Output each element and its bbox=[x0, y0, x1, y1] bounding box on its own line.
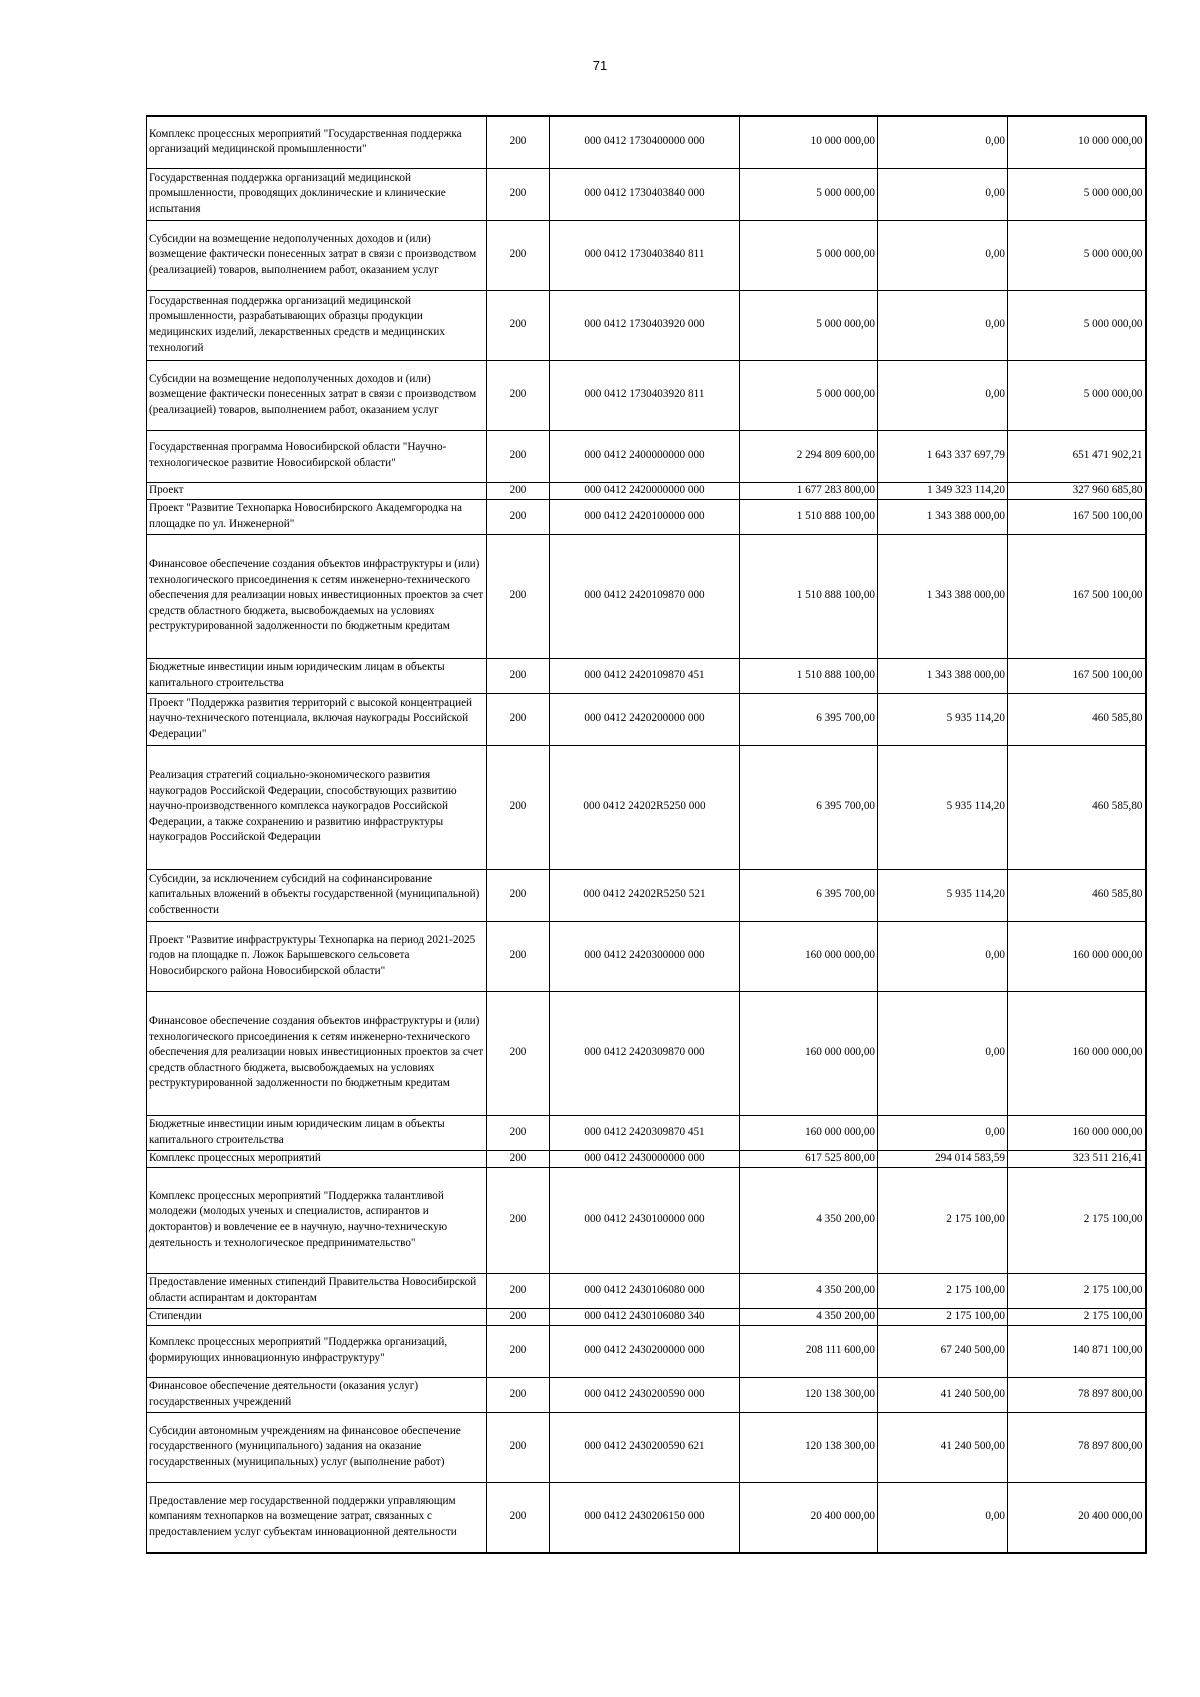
admin-code-cell: 200 bbox=[487, 534, 550, 658]
unexecuted-amount-cell: 327 960 685,80 bbox=[1008, 482, 1146, 499]
executed-amount-cell: 0,00 bbox=[878, 360, 1008, 430]
expense-name-cell: Государственная поддержка организаций медицинской промышленности, проводящих доклинические и клинические испытания bbox=[147, 168, 487, 220]
classification-code-cell: 000 0412 2430106080 000 bbox=[550, 1273, 740, 1308]
expense-name-cell: Проект "Поддержка развития территорий с высокой концентрацией научно-технического потенциала, включая наукограды Российской Федерации" bbox=[147, 693, 487, 745]
approved-amount-cell: 4 350 200,00 bbox=[740, 1273, 878, 1308]
executed-amount-cell: 0,00 bbox=[878, 220, 1008, 290]
approved-amount-cell: 5 000 000,00 bbox=[740, 290, 878, 360]
unexecuted-amount-cell: 2 175 100,00 bbox=[1008, 1308, 1146, 1325]
unexecuted-amount-cell: 460 585,80 bbox=[1008, 693, 1146, 745]
expense-name-cell: Предоставление мер государственной поддержки управляющим компаниям технопарков на возмещение затрат, связанных с предоставлением услуг субъектам инновационной деятельности bbox=[147, 1482, 487, 1553]
classification-code-cell: 000 0412 2420100000 000 bbox=[550, 499, 740, 534]
table-row bbox=[147, 1167, 1146, 1273]
approved-amount-cell: 6 395 700,00 bbox=[740, 693, 878, 745]
unexecuted-amount-cell: 78 897 800,00 bbox=[1008, 1377, 1146, 1412]
classification-code-cell: 000 0412 2420300000 000 bbox=[550, 921, 740, 991]
executed-amount-cell: 41 240 500,00 bbox=[878, 1412, 1008, 1482]
admin-code-cell: 200 bbox=[487, 1482, 550, 1553]
executed-amount-cell: 2 175 100,00 bbox=[878, 1308, 1008, 1325]
table-row bbox=[147, 534, 1146, 658]
classification-code-cell: 000 0412 2420309870 000 bbox=[550, 991, 740, 1115]
classification-code-cell: 000 0412 24202R5250 000 bbox=[550, 745, 740, 869]
unexecuted-amount-cell: 78 897 800,00 bbox=[1008, 1412, 1146, 1482]
executed-amount-cell: 1 343 388 000,00 bbox=[878, 499, 1008, 534]
unexecuted-amount-cell: 460 585,80 bbox=[1008, 869, 1146, 921]
table-row bbox=[147, 1115, 1146, 1150]
table-row bbox=[147, 1377, 1146, 1412]
classification-code-cell: 000 0412 1730403920 000 bbox=[550, 290, 740, 360]
unexecuted-amount-cell: 140 871 100,00 bbox=[1008, 1325, 1146, 1377]
expense-name-cell: Государственная программа Новосибирской области "Научно-технологическое развитие Новосибирской области" bbox=[147, 430, 487, 482]
page-number: 71 bbox=[592, 58, 608, 73]
executed-amount-cell: 0,00 bbox=[878, 116, 1008, 168]
approved-amount-cell: 2 294 809 600,00 bbox=[740, 430, 878, 482]
table-row bbox=[147, 1308, 1146, 1325]
executed-amount-cell: 1 343 388 000,00 bbox=[878, 658, 1008, 693]
unexecuted-amount-cell: 323 511 216,41 bbox=[1008, 1150, 1146, 1167]
unexecuted-amount-cell: 10 000 000,00 bbox=[1008, 116, 1146, 168]
unexecuted-amount-cell: 5 000 000,00 bbox=[1008, 360, 1146, 430]
admin-code-cell: 200 bbox=[487, 430, 550, 482]
admin-code-cell: 200 bbox=[487, 1325, 550, 1377]
approved-amount-cell: 617 525 800,00 bbox=[740, 1150, 878, 1167]
table-row bbox=[147, 116, 1146, 168]
executed-amount-cell: 2 175 100,00 bbox=[878, 1273, 1008, 1308]
table-row bbox=[147, 482, 1146, 499]
classification-code-cell: 000 0412 2430106080 340 bbox=[550, 1308, 740, 1325]
expense-name-cell: Субсидии на возмещение недополученных доходов и (или) возмещение фактически понесенных затрат в связи с производством (реализацией) товаров, выполнением работ, оказанием услуг bbox=[147, 220, 487, 290]
approved-amount-cell: 120 138 300,00 bbox=[740, 1377, 878, 1412]
expense-name-cell: Финансовое обеспечение создания объектов инфраструктуры и (или) технологического присоединения к сетям инженерно-технического обеспечения для реализации новых инвестиционных проектов за счет средств областного бюджета, высвобождаемых на условиях реструктурированной задолженности по бюджетным кредитам bbox=[147, 534, 487, 658]
executed-amount-cell: 41 240 500,00 bbox=[878, 1377, 1008, 1412]
executed-amount-cell: 1 349 323 114,20 bbox=[878, 482, 1008, 499]
admin-code-cell: 200 bbox=[487, 290, 550, 360]
table-row bbox=[147, 1273, 1146, 1308]
classification-code-cell: 000 0412 2420309870 451 bbox=[550, 1115, 740, 1150]
table-row bbox=[147, 220, 1146, 290]
expense-name-cell: Бюджетные инвестиции иным юридическим лицам в объекты капитального строительства bbox=[147, 658, 487, 693]
table-row bbox=[147, 430, 1146, 482]
expense-name-cell: Проект "Развитие инфраструктуры Технопарка на период 2021-2025 годов на площадке п. Ложок Барышевского сельсовета Новосибирского района Новосибирской области" bbox=[147, 921, 487, 991]
table-row bbox=[147, 921, 1146, 991]
expense-name-cell: Финансовое обеспечение деятельности (оказания услуг) государственных учреждений bbox=[147, 1377, 487, 1412]
executed-amount-cell: 2 175 100,00 bbox=[878, 1167, 1008, 1273]
executed-amount-cell: 0,00 bbox=[878, 1482, 1008, 1553]
expense-name-cell: Субсидии автономным учреждениям на финансовое обеспечение государственного (муниципального) задания на оказание государственных (муниципальных) услуг (выполнение работ) bbox=[147, 1412, 487, 1482]
admin-code-cell: 200 bbox=[487, 693, 550, 745]
approved-amount-cell: 1 677 283 800,00 bbox=[740, 482, 878, 499]
approved-amount-cell: 10 000 000,00 bbox=[740, 116, 878, 168]
table-row bbox=[147, 693, 1146, 745]
approved-amount-cell: 160 000 000,00 bbox=[740, 1115, 878, 1150]
admin-code-cell: 200 bbox=[487, 745, 550, 869]
admin-code-cell: 200 bbox=[487, 921, 550, 991]
executed-amount-cell: 67 240 500,00 bbox=[878, 1325, 1008, 1377]
expense-name-cell: Предоставление именных стипендий Правительства Новосибирской области аспирантам и докторантам bbox=[147, 1273, 487, 1308]
approved-amount-cell: 1 510 888 100,00 bbox=[740, 534, 878, 658]
admin-code-cell: 200 bbox=[487, 220, 550, 290]
approved-amount-cell: 4 350 200,00 bbox=[740, 1167, 878, 1273]
table-row bbox=[147, 168, 1146, 220]
unexecuted-amount-cell: 5 000 000,00 bbox=[1008, 168, 1146, 220]
executed-amount-cell: 0,00 bbox=[878, 168, 1008, 220]
approved-amount-cell: 120 138 300,00 bbox=[740, 1412, 878, 1482]
approved-amount-cell: 5 000 000,00 bbox=[740, 220, 878, 290]
table-body bbox=[147, 116, 1146, 1553]
table-row bbox=[147, 360, 1146, 430]
expense-name-cell: Финансовое обеспечение создания объектов инфраструктуры и (или) технологического присоединения к сетям инженерно-технического обеспечения для реализации новых инвестиционных проектов за счет средств областного бюджета, высвобождаемых на условиях реструктурированной задолженности по бюджетным кредитам bbox=[147, 991, 487, 1115]
classification-code-cell: 000 0412 2430100000 000 bbox=[550, 1167, 740, 1273]
admin-code-cell: 200 bbox=[487, 1115, 550, 1150]
admin-code-cell: 200 bbox=[487, 499, 550, 534]
table-row bbox=[147, 745, 1146, 869]
classification-code-cell: 000 0412 2420200000 000 bbox=[550, 693, 740, 745]
executed-amount-cell: 5 935 114,20 bbox=[878, 869, 1008, 921]
unexecuted-amount-cell: 167 500 100,00 bbox=[1008, 534, 1146, 658]
budget-execution-table bbox=[146, 115, 1147, 1554]
table-row bbox=[147, 869, 1146, 921]
classification-code-cell: 000 0412 1730403920 811 bbox=[550, 360, 740, 430]
classification-code-cell: 000 0412 1730403840 811 bbox=[550, 220, 740, 290]
approved-amount-cell: 6 395 700,00 bbox=[740, 869, 878, 921]
admin-code-cell: 200 bbox=[487, 869, 550, 921]
approved-amount-cell: 5 000 000,00 bbox=[740, 360, 878, 430]
classification-code-cell: 000 0412 2430000000 000 bbox=[550, 1150, 740, 1167]
executed-amount-cell: 5 935 114,20 bbox=[878, 693, 1008, 745]
unexecuted-amount-cell: 5 000 000,00 bbox=[1008, 220, 1146, 290]
unexecuted-amount-cell: 651 471 902,21 bbox=[1008, 430, 1146, 482]
executed-amount-cell: 1 343 388 000,00 bbox=[878, 534, 1008, 658]
admin-code-cell: 200 bbox=[487, 360, 550, 430]
expense-name-cell: Реализация стратегий социально-экономического развития наукоградов Российской Федерации, способствующих развитию научно-производственного комплекса наукоградов Российской Федерации, а также сохранению и развитию инфраструктуры наукоградов Российской Федерации bbox=[147, 745, 487, 869]
admin-code-cell: 200 bbox=[487, 1273, 550, 1308]
expense-name-cell: Комплекс процессных мероприятий "Поддержка организаций, формирующих инновационную инфраструктуру" bbox=[147, 1325, 487, 1377]
executed-amount-cell: 0,00 bbox=[878, 921, 1008, 991]
executed-amount-cell: 1 643 337 697,79 bbox=[878, 430, 1008, 482]
unexecuted-amount-cell: 5 000 000,00 bbox=[1008, 290, 1146, 360]
admin-code-cell: 200 bbox=[487, 991, 550, 1115]
admin-code-cell: 200 bbox=[487, 658, 550, 693]
classification-code-cell: 000 0412 2420109870 451 bbox=[550, 658, 740, 693]
approved-amount-cell: 1 510 888 100,00 bbox=[740, 658, 878, 693]
admin-code-cell: 200 bbox=[487, 1308, 550, 1325]
admin-code-cell: 200 bbox=[487, 168, 550, 220]
executed-amount-cell: 5 935 114,20 bbox=[878, 745, 1008, 869]
expense-name-cell: Проект "Развитие Технопарка Новосибирского Академгородка на площадке по ул. Инженерной" bbox=[147, 499, 487, 534]
classification-code-cell: 000 0412 2420000000 000 bbox=[550, 482, 740, 499]
table-row bbox=[147, 1412, 1146, 1482]
approved-amount-cell: 6 395 700,00 bbox=[740, 745, 878, 869]
approved-amount-cell: 160 000 000,00 bbox=[740, 991, 878, 1115]
approved-amount-cell: 20 400 000,00 bbox=[740, 1482, 878, 1553]
classification-code-cell: 000 0412 2430200590 621 bbox=[550, 1412, 740, 1482]
executed-amount-cell: 294 014 583,59 bbox=[878, 1150, 1008, 1167]
table-row bbox=[147, 1482, 1146, 1553]
approved-amount-cell: 5 000 000,00 bbox=[740, 168, 878, 220]
classification-code-cell: 000 0412 2430200000 000 bbox=[550, 1325, 740, 1377]
unexecuted-amount-cell: 2 175 100,00 bbox=[1008, 1273, 1146, 1308]
executed-amount-cell: 0,00 bbox=[878, 1115, 1008, 1150]
unexecuted-amount-cell: 460 585,80 bbox=[1008, 745, 1146, 869]
unexecuted-amount-cell: 2 175 100,00 bbox=[1008, 1167, 1146, 1273]
expense-name-cell: Проект bbox=[147, 482, 487, 499]
expense-name-cell: Комплекс процессных мероприятий bbox=[147, 1150, 487, 1167]
executed-amount-cell: 0,00 bbox=[878, 290, 1008, 360]
classification-code-cell: 000 0412 2420109870 000 bbox=[550, 534, 740, 658]
unexecuted-amount-cell: 160 000 000,00 bbox=[1008, 991, 1146, 1115]
expense-name-cell: Стипендии bbox=[147, 1308, 487, 1325]
approved-amount-cell: 160 000 000,00 bbox=[740, 921, 878, 991]
expense-name-cell: Комплекс процессных мероприятий "Поддержка талантливой молодежи (молодых ученых и специалистов, аспирантов и докторантов) и вовлечение ее в научную, научно-техническую деятельность и технологическое предпринимательство" bbox=[147, 1167, 487, 1273]
classification-code-cell: 000 0412 24202R5250 521 bbox=[550, 869, 740, 921]
admin-code-cell: 200 bbox=[487, 1377, 550, 1412]
table-row bbox=[147, 290, 1146, 360]
table-row bbox=[147, 1325, 1146, 1377]
classification-code-cell: 000 0412 1730400000 000 bbox=[550, 116, 740, 168]
classification-code-cell: 000 0412 2430200590 000 bbox=[550, 1377, 740, 1412]
classification-code-cell: 000 0412 1730403840 000 bbox=[550, 168, 740, 220]
approved-amount-cell: 1 510 888 100,00 bbox=[740, 499, 878, 534]
table-row bbox=[147, 991, 1146, 1115]
unexecuted-amount-cell: 20 400 000,00 bbox=[1008, 1482, 1146, 1553]
unexecuted-amount-cell: 160 000 000,00 bbox=[1008, 1115, 1146, 1150]
admin-code-cell: 200 bbox=[487, 1167, 550, 1273]
unexecuted-amount-cell: 167 500 100,00 bbox=[1008, 658, 1146, 693]
unexecuted-amount-cell: 167 500 100,00 bbox=[1008, 499, 1146, 534]
expense-name-cell: Субсидии на возмещение недополученных доходов и (или) возмещение фактически понесенных затрат в связи с производством (реализацией) товаров, выполнением работ, оказанием услуг bbox=[147, 360, 487, 430]
classification-code-cell: 000 0412 2400000000 000 bbox=[550, 430, 740, 482]
expense-name-cell: Субсидии, за исключением субсидий на софинансирование капитальных вложений в объекты государственной (муниципальной) собственности bbox=[147, 869, 487, 921]
approved-amount-cell: 4 350 200,00 bbox=[740, 1308, 878, 1325]
table-row bbox=[147, 658, 1146, 693]
admin-code-cell: 200 bbox=[487, 116, 550, 168]
expense-name-cell: Государственная поддержка организаций медицинской промышленности, разрабатывающих образцы продукции медицинских изделий, лекарственных средств и медицинских технологий bbox=[147, 290, 487, 360]
admin-code-cell: 200 bbox=[487, 1150, 550, 1167]
executed-amount-cell: 0,00 bbox=[878, 991, 1008, 1115]
approved-amount-cell: 208 111 600,00 bbox=[740, 1325, 878, 1377]
unexecuted-amount-cell: 160 000 000,00 bbox=[1008, 921, 1146, 991]
table-row bbox=[147, 499, 1146, 534]
expense-name-cell: Бюджетные инвестиции иным юридическим лицам в объекты капитального строительства bbox=[147, 1115, 487, 1150]
classification-code-cell: 000 0412 2430206150 000 bbox=[550, 1482, 740, 1553]
admin-code-cell: 200 bbox=[487, 1412, 550, 1482]
expense-name-cell: Комплекс процессных мероприятий "Государственная поддержка организаций медицинской промышленности" bbox=[147, 116, 487, 168]
admin-code-cell: 200 bbox=[487, 482, 550, 499]
table-row bbox=[147, 1150, 1146, 1167]
